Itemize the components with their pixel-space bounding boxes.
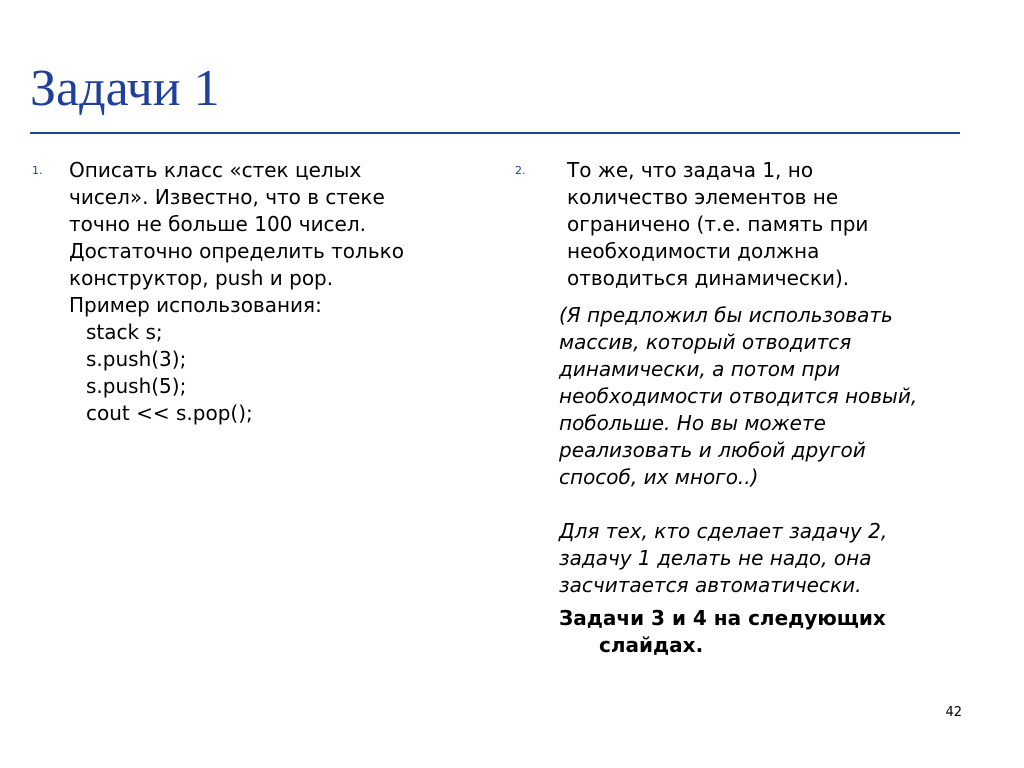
task-2-line: необходимости должна — [567, 239, 820, 263]
note-spacer — [559, 491, 975, 518]
slide-title: Задачи 1 — [30, 60, 220, 117]
task-1 — [32, 157, 462, 427]
note-line: побольше. Но вы можете — [559, 411, 826, 435]
next-slides-note — [559, 605, 975, 659]
auto-credit-line: Для тех, кто сделает задачу 2, — [559, 519, 888, 543]
task-1-line: конструктор, push и pop. — [69, 266, 334, 290]
title-divider — [30, 132, 960, 134]
task-1-number: 1. — [32, 164, 43, 177]
task-1-line: чисел». Известно, что в стеке — [69, 185, 385, 209]
task-1-line: Описать класс «стек целых — [69, 158, 362, 182]
code-line: cout << s.pop(); — [86, 401, 253, 425]
implementation-note — [559, 302, 975, 599]
auto-credit-line: засчитается автоматически. — [559, 573, 862, 597]
note-line: динамически, а потом при — [559, 357, 841, 381]
note-line: (Я предложил бы использовать — [559, 303, 893, 327]
next-slides-line: слайдах. — [599, 633, 704, 657]
task-2-line: количество элементов не — [567, 185, 839, 209]
task-2-line: ограничено (т.е. память при — [567, 212, 869, 236]
task-2-line: То же, что задача 1, но — [567, 158, 814, 182]
task-2 — [515, 157, 975, 292]
auto-credit-line: задачу 1 делать не надо, она — [559, 546, 872, 570]
code-line: stack s; — [86, 320, 163, 344]
page-number: 42 — [945, 705, 962, 720]
task-1-line: Пример использования: — [69, 293, 322, 317]
task-2-number: 2. — [515, 164, 526, 177]
code-example — [69, 319, 462, 427]
right-column — [515, 157, 975, 659]
left-column — [32, 157, 462, 427]
code-line: s.push(3); — [86, 347, 187, 371]
note-line: массив, который отводится — [559, 330, 852, 354]
note-line: способ, их много..) — [559, 465, 759, 489]
note-line: необходимости отводится новый, — [559, 384, 918, 408]
note-line: реализовать и любой другой — [559, 438, 866, 462]
task-1-line: точно не больше 100 чисел. — [69, 212, 367, 236]
task-1-line: Достаточно определить только — [69, 239, 404, 263]
code-line: s.push(5); — [86, 374, 187, 398]
task-2-line: отводиться динамически). — [567, 266, 850, 290]
next-slides-line: Задачи 3 и 4 на следующих — [559, 606, 886, 630]
